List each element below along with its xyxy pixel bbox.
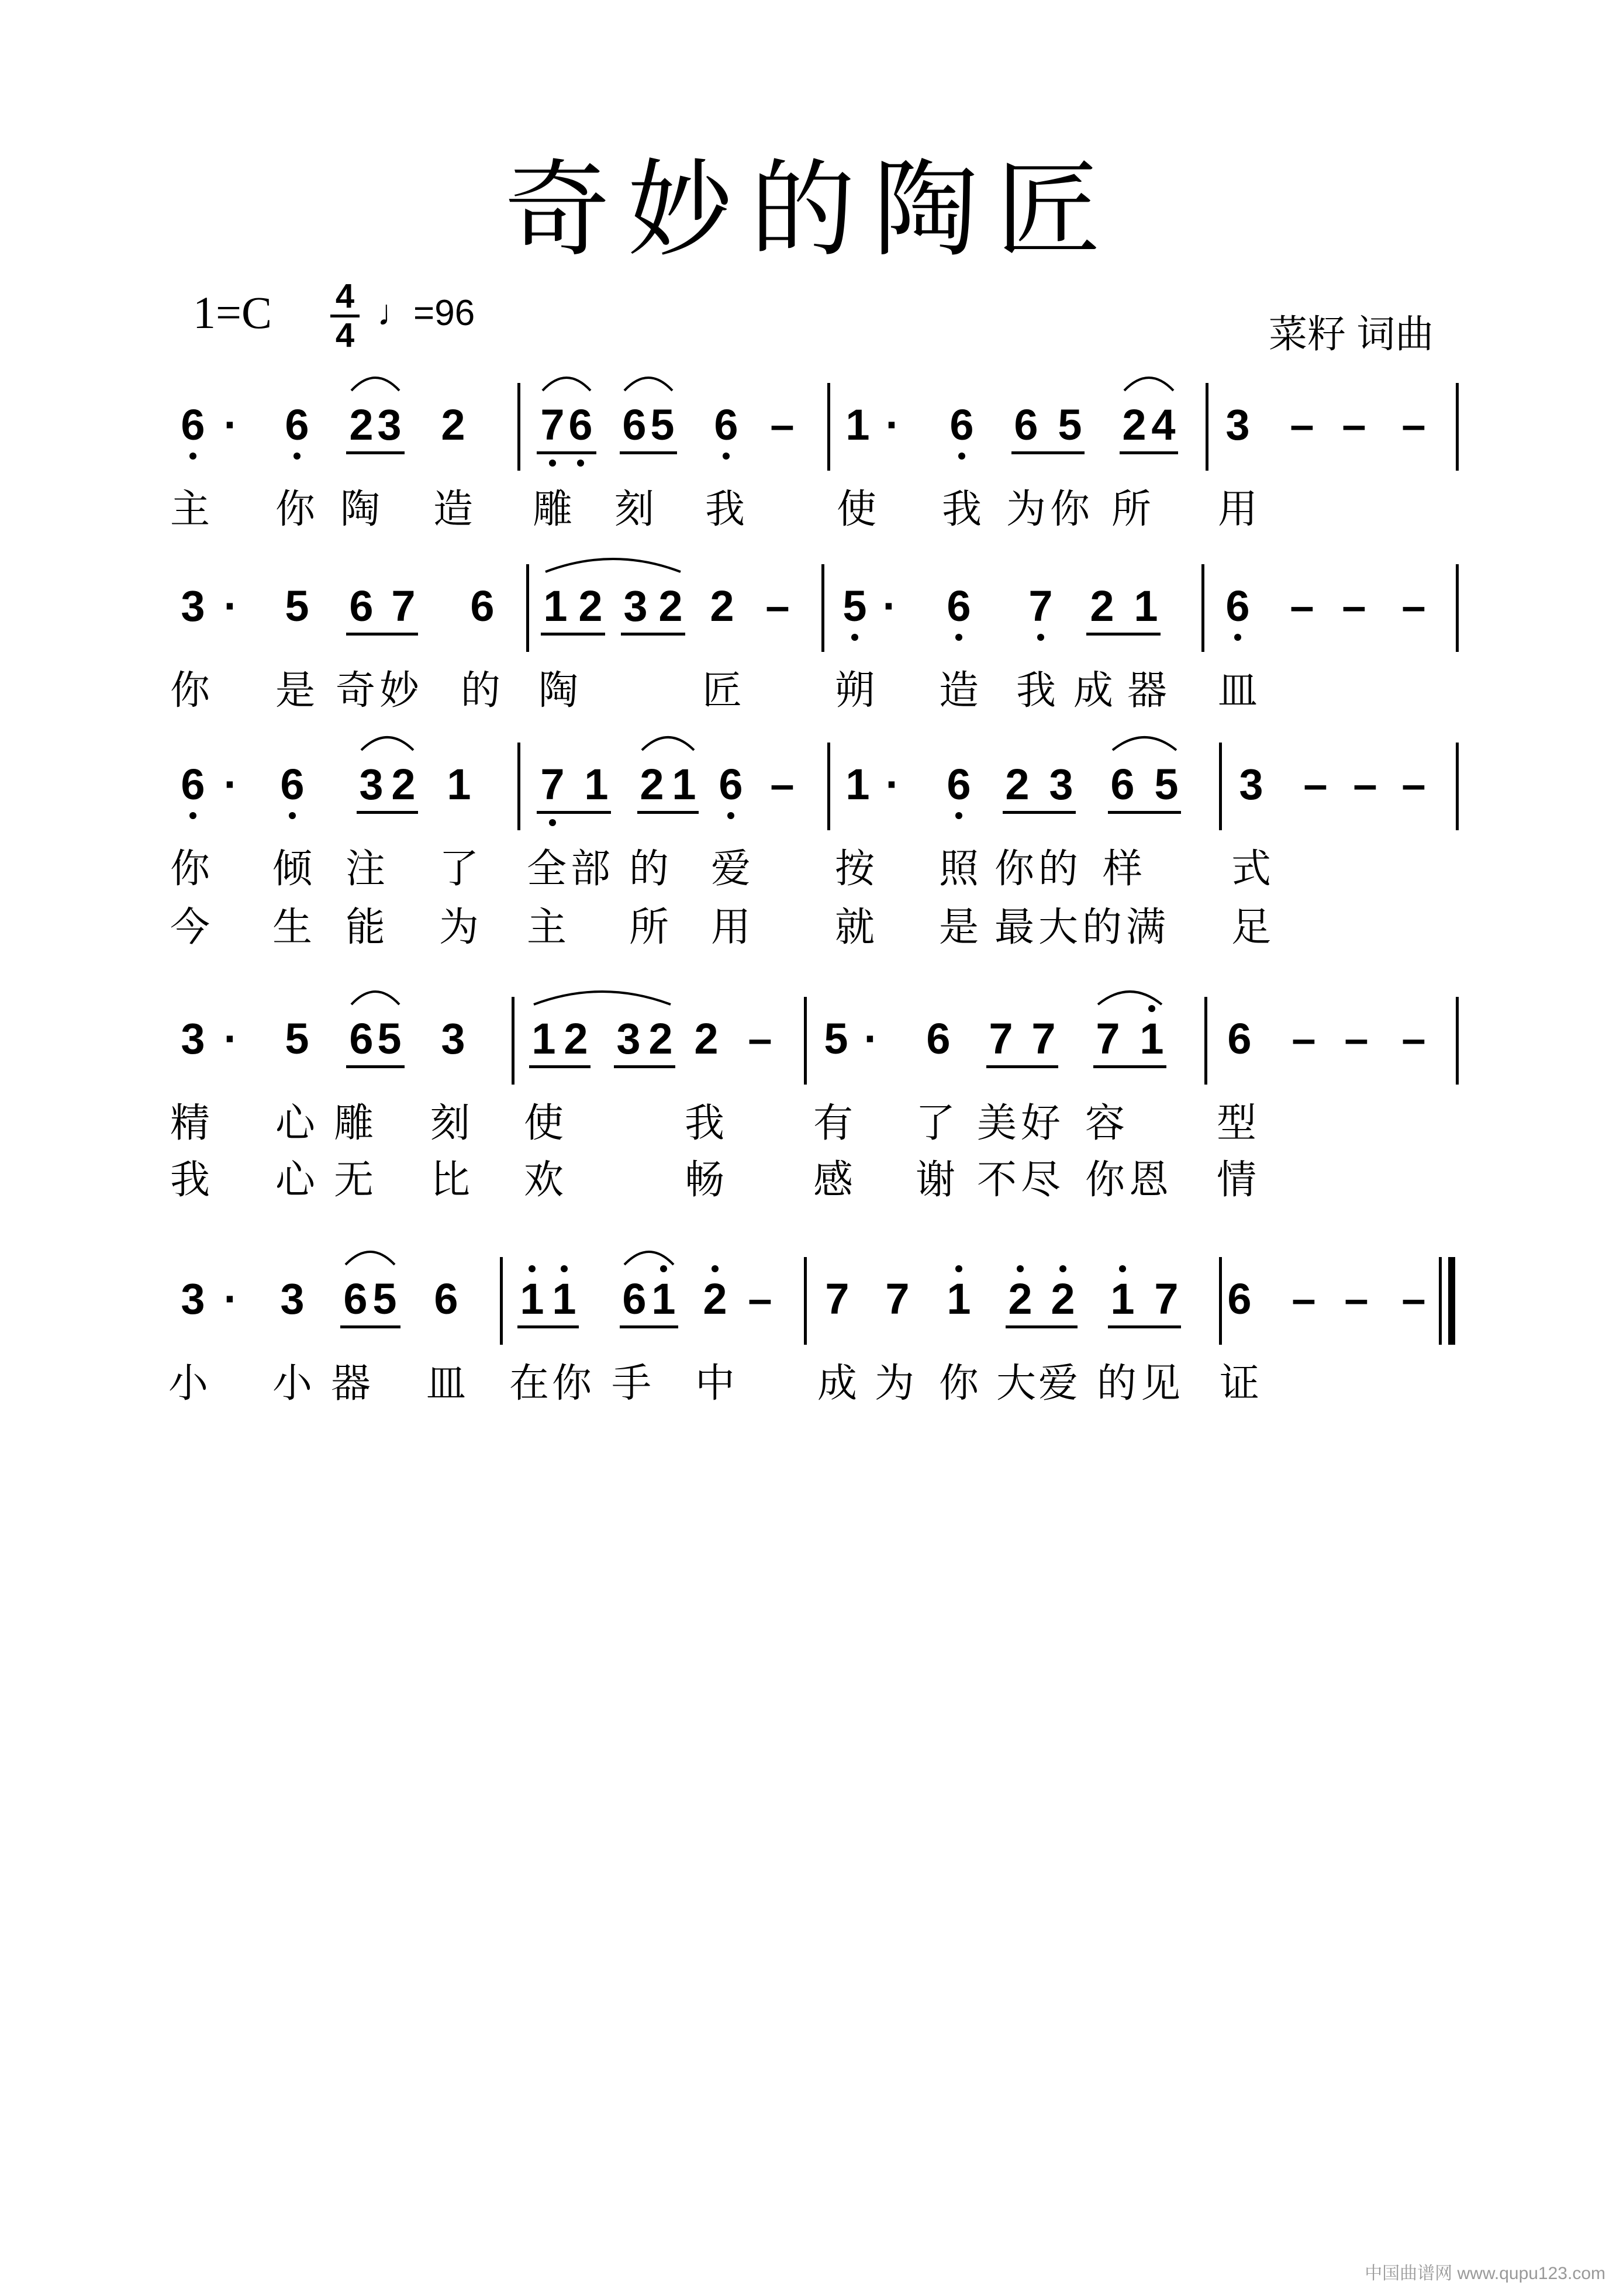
jianpu-note: 6: [1110, 760, 1135, 809]
lyric-char: 心: [275, 1158, 316, 1202]
jianpu-note: –: [1303, 760, 1328, 809]
lyric-char: 为: [438, 905, 479, 950]
octave-dot-low: [577, 460, 584, 467]
barline: [1456, 743, 1459, 830]
jianpu-note: –: [1401, 1275, 1426, 1323]
key-signature: 1=C: [193, 287, 272, 338]
lyric-char: 雕: [532, 487, 573, 531]
jianpu-note: 5: [372, 1275, 397, 1323]
beam-underline: [614, 1065, 675, 1068]
lyric-char: 中: [695, 1361, 735, 1406]
jianpu-note: ·: [882, 582, 897, 630]
lyric-char: 无: [333, 1158, 374, 1202]
jianpu-note: ·: [885, 400, 900, 449]
jianpu-note: ·: [864, 1014, 879, 1063]
octave-dot-low: [851, 634, 858, 641]
lyric-char: 式: [1231, 847, 1272, 891]
lyric-char: 手: [611, 1361, 652, 1406]
jianpu-note: 5: [1058, 400, 1082, 449]
jianpu-note: –: [748, 1275, 772, 1323]
lyric-char: 的: [1096, 1361, 1137, 1406]
lyric-char: 你: [275, 487, 316, 531]
octave-dot-high: [1119, 1265, 1126, 1272]
jianpu-note: 6: [947, 760, 971, 809]
jianpu-note: 2: [1051, 1275, 1075, 1323]
octave-dot-low: [189, 812, 196, 819]
lyric-char: 好: [1020, 1101, 1061, 1145]
barline: [1219, 1257, 1222, 1345]
beam-underline: [537, 451, 596, 454]
beam-underline: [620, 1325, 678, 1328]
jianpu-note: –: [1290, 400, 1314, 449]
slur-arc: [623, 1244, 675, 1267]
slur-arc: [623, 370, 674, 393]
jianpu-note: 2: [694, 1014, 719, 1063]
lyric-char: 所: [629, 905, 669, 950]
barline: [500, 1257, 503, 1345]
lyric-char: 用: [710, 905, 751, 950]
barline: [512, 997, 514, 1085]
octave-dot-low: [549, 819, 556, 826]
lyric-char: 的: [629, 847, 669, 891]
octave-dot-high: [955, 1265, 962, 1272]
jianpu-note: 6: [714, 400, 738, 449]
barline: [1456, 997, 1459, 1085]
lyric-char: 的: [1038, 847, 1079, 891]
jianpu-note: 2: [648, 1014, 673, 1063]
slur-arc: [541, 370, 592, 393]
lyric-char: 型: [1216, 1101, 1257, 1145]
octave-dot-high: [561, 1265, 568, 1272]
jianpu-note: 6: [470, 582, 495, 630]
lyric-char: 我: [1016, 668, 1056, 713]
lyric-char: 你: [170, 847, 210, 891]
lyric-char: 按: [834, 847, 875, 891]
slur-arc: [532, 983, 672, 1007]
jianpu-note: –: [770, 760, 795, 809]
jianpu-note: –: [1353, 760, 1377, 809]
beam-underline: [357, 811, 418, 814]
lyric-char: 尽: [1020, 1158, 1061, 1202]
beam-underline: [986, 1065, 1058, 1068]
jianpu-note: 5: [650, 400, 675, 449]
jianpu-note: 6: [1225, 582, 1250, 630]
jianpu-note: –: [1344, 1275, 1369, 1323]
lyric-char: 畅: [684, 1158, 725, 1202]
barline: [517, 743, 520, 830]
jianpu-note: 2: [710, 582, 734, 630]
jianpu-note: –: [1401, 1014, 1426, 1063]
jianpu-note: ·: [223, 760, 239, 809]
jianpu-note: 2: [640, 760, 664, 809]
jianpu-note: 3: [280, 1275, 305, 1323]
barline: [517, 383, 520, 471]
final-barline-thick: [1439, 1257, 1442, 1345]
jianpu-note: ·: [885, 760, 900, 809]
lyric-char: 足: [1231, 905, 1272, 950]
jianpu-note: 6: [285, 400, 309, 449]
barline: [1206, 383, 1208, 471]
lyric-char: 的: [1082, 905, 1123, 950]
lyric-char: 今: [170, 905, 210, 950]
jianpu-note: 6: [1014, 400, 1038, 449]
lyric-char: 能: [345, 905, 386, 950]
jianpu-note: 5: [285, 582, 309, 630]
jianpu-note: 6: [926, 1014, 951, 1063]
lyric-char: 心: [275, 1101, 316, 1145]
jianpu-note: 3: [441, 1014, 465, 1063]
jianpu-note: 7: [885, 1275, 910, 1323]
lyric-char: 为: [1006, 487, 1047, 531]
lyric-char: 你: [994, 847, 1035, 891]
octave-dot-low: [293, 453, 301, 460]
barline: [821, 564, 824, 652]
jianpu-note: 1: [672, 760, 696, 809]
beam-underline: [517, 1325, 579, 1328]
jianpu-note: 4: [1151, 400, 1176, 449]
beam-underline: [346, 1065, 405, 1068]
beam-underline: [621, 633, 685, 636]
lyric-char: 你: [170, 668, 210, 713]
jianpu-note: 6: [181, 760, 205, 809]
jianpu-note: 1: [947, 1275, 971, 1323]
jianpu-note: 5: [285, 1014, 309, 1063]
lyric-char: 成: [817, 1361, 858, 1406]
jianpu-note: 7: [825, 1275, 850, 1323]
octave-dot-low: [289, 812, 296, 819]
jianpu-note: –: [1342, 582, 1366, 630]
octave-dot-low: [1037, 634, 1044, 641]
final-barline-heavy: [1448, 1257, 1455, 1345]
jianpu-note: 1: [1134, 582, 1158, 630]
jianpu-note: 6: [622, 400, 647, 449]
tempo-marking: ♩=96: [377, 293, 475, 333]
jianpu-note: ·: [223, 582, 239, 630]
lyric-char: 满: [1125, 905, 1166, 950]
octave-dot-high: [712, 1265, 719, 1272]
jianpu-note: 1: [845, 400, 870, 449]
lyric-char: 情: [1216, 1158, 1257, 1202]
slur-arc: [1096, 983, 1163, 1007]
jianpu-note: 3: [616, 1014, 641, 1063]
jianpu-note: –: [1292, 1014, 1316, 1063]
lyric-char: 爱: [710, 847, 751, 891]
jianpu-note: 5: [377, 1014, 402, 1063]
jianpu-note: 6: [719, 760, 743, 809]
lyric-char: 造: [938, 668, 979, 713]
lyric-char: 恩: [1128, 1158, 1169, 1202]
lyric-char: 欢: [523, 1158, 564, 1202]
jianpu-note: 6: [568, 400, 593, 449]
slur-arc: [1111, 729, 1178, 752]
lyric-char: 了: [438, 847, 479, 891]
lyric-char: 我: [684, 1101, 725, 1145]
jianpu-note: 5: [824, 1014, 848, 1063]
beam-underline: [346, 451, 405, 454]
beam-underline: [1011, 451, 1085, 454]
lyric-char: 刻: [614, 487, 655, 531]
barline: [1204, 997, 1207, 1085]
octave-dot-low: [958, 453, 965, 460]
lyric-char: 在: [509, 1361, 550, 1406]
jianpu-note: 1: [531, 1014, 556, 1063]
jianpu-note: 3: [1239, 760, 1263, 809]
lyric-char: 陶: [340, 487, 381, 531]
jianpu-note: 2: [349, 400, 374, 449]
lyric-char: 了: [915, 1101, 956, 1145]
lyric-char: 你: [938, 1361, 979, 1406]
jianpu-note: 1: [1110, 1275, 1135, 1323]
jianpu-note: 6: [947, 582, 971, 630]
lyric-char: 比: [430, 1158, 471, 1202]
jianpu-note: 1: [845, 760, 870, 809]
jianpu-note: 6: [949, 400, 974, 449]
lyric-char: 器: [330, 1361, 371, 1406]
jianpu-note: 7: [1154, 1275, 1179, 1323]
beam-underline: [1108, 811, 1181, 814]
lyric-char: 你: [1049, 487, 1090, 531]
octave-dot-low: [723, 453, 730, 460]
jianpu-note: 3: [181, 1014, 205, 1063]
lyric-char: 匠: [702, 668, 743, 713]
jianpu-note: 7: [391, 582, 416, 630]
lyric-char: 皿: [426, 1361, 467, 1406]
lyric-char: 奇: [335, 668, 376, 713]
barline: [1456, 564, 1459, 652]
jianpu-note: 6: [622, 1275, 647, 1323]
lyric-char: 我: [705, 487, 745, 531]
jianpu-note: 7: [1028, 582, 1053, 630]
beam-underline: [1006, 1325, 1078, 1328]
barline: [1219, 743, 1222, 830]
lyric-char: 妙: [379, 668, 420, 713]
lyric-char: 容: [1085, 1101, 1125, 1145]
jianpu-note: 3: [377, 400, 402, 449]
jianpu-note: 2: [441, 400, 465, 449]
lyric-char: 感: [813, 1158, 854, 1202]
barline: [827, 743, 830, 830]
jianpu-note: 2: [658, 582, 683, 630]
jianpu-note: 1: [552, 1275, 576, 1323]
jianpu-note: 7: [989, 1014, 1013, 1063]
jianpu-note: 3: [1225, 400, 1250, 449]
lyric-char: 证: [1219, 1361, 1260, 1406]
octave-dot-low: [955, 812, 962, 819]
jianpu-note: 6: [349, 582, 374, 630]
lyric-char: 生: [272, 905, 313, 950]
lyric-char: 全: [526, 847, 567, 891]
jianpu-note: –: [770, 400, 795, 449]
beam-underline: [346, 633, 418, 636]
lyric-char: 你: [1085, 1158, 1125, 1202]
lyric-char: 主: [170, 487, 210, 531]
barline: [827, 383, 830, 471]
jianpu-note: 6: [181, 400, 205, 449]
beam-underline: [1108, 1325, 1181, 1328]
lyric-char: 有: [813, 1101, 854, 1145]
octave-dot-high: [529, 1265, 536, 1272]
jianpu-note: –: [748, 1014, 772, 1063]
slur-arc: [360, 729, 415, 752]
lyric-char: 使: [523, 1101, 564, 1145]
jianpu-note: 3: [359, 760, 384, 809]
lyric-char: 样: [1102, 847, 1143, 891]
jianpu-note: 2: [1005, 760, 1030, 809]
slur-arc: [544, 551, 682, 574]
octave-dot-low: [549, 460, 556, 467]
jianpu-note: 6: [434, 1275, 458, 1323]
jianpu-note: 7: [1096, 1014, 1120, 1063]
lyric-char: 小: [168, 1361, 209, 1406]
barline: [1456, 383, 1459, 471]
jianpu-note: 2: [564, 1014, 588, 1063]
beam-underline: [541, 633, 605, 636]
beam-underline: [537, 811, 611, 814]
beam-underline: [340, 1325, 400, 1328]
lyric-char: 注: [345, 847, 386, 891]
lyric-char: 照: [938, 847, 979, 891]
jianpu-note: 7: [1031, 1014, 1056, 1063]
barline: [804, 1257, 807, 1345]
lyric-char: 我: [170, 1158, 210, 1202]
lyric-char: 谢: [915, 1158, 956, 1202]
jianpu-note: 1: [543, 582, 568, 630]
beam-underline: [1120, 451, 1178, 454]
time-signature-top: 4: [335, 277, 355, 315]
jianpu-note: 1: [651, 1275, 676, 1323]
jianpu-note: 1: [584, 760, 609, 809]
lyric-char: 大: [1038, 905, 1079, 950]
jianpu-note: 7: [540, 400, 565, 449]
time-signature-bottom: 4: [335, 316, 355, 354]
lyric-char: 用: [1217, 487, 1258, 531]
jianpu-note: 6: [349, 1014, 374, 1063]
jianpu-note: –: [1401, 582, 1426, 630]
octave-dot-low: [189, 453, 196, 460]
jianpu-note: 2: [578, 582, 603, 630]
octave-dot-high: [1017, 1265, 1024, 1272]
lyric-char: 不: [976, 1158, 1017, 1202]
octave-dot-high: [1059, 1265, 1066, 1272]
lyric-char: 精: [170, 1101, 210, 1145]
jianpu-note: 2: [703, 1275, 727, 1323]
lyric-char: 为: [874, 1361, 915, 1406]
jianpu-note: –: [1342, 400, 1366, 449]
jianpu-note: ·: [223, 1014, 239, 1063]
author-credit: 菜籽 词曲: [1269, 312, 1434, 355]
beam-underline: [637, 811, 699, 814]
jianpu-note: 7: [540, 760, 565, 809]
jianpu-note: 6: [1227, 1014, 1252, 1063]
lyric-char: 部: [570, 847, 611, 891]
jianpu-note: 2: [1008, 1275, 1032, 1323]
jianpu-note: 1: [520, 1275, 544, 1323]
jianpu-note: 5: [1154, 760, 1179, 809]
slur-arc: [350, 370, 401, 393]
lyric-char: 爱: [1038, 1361, 1079, 1406]
jianpu-note: 3: [181, 582, 205, 630]
lyric-char: 最: [994, 905, 1035, 950]
jianpu-note: –: [1401, 760, 1426, 809]
beam-underline: [1086, 633, 1161, 636]
lyric-char: 造: [433, 487, 474, 531]
slur-arc: [344, 1244, 396, 1267]
slur-arc: [1123, 370, 1175, 393]
jianpu-note: 3: [1049, 760, 1073, 809]
lyric-char: 主: [526, 905, 567, 950]
beam-underline: [620, 451, 677, 454]
lyric-char: 陶: [538, 668, 579, 713]
barline: [804, 997, 807, 1085]
jianpu-note: ·: [223, 400, 239, 449]
beam-underline: [1003, 811, 1076, 814]
jianpu-note: –: [1344, 1014, 1369, 1063]
barline: [1201, 564, 1204, 652]
lyric-char: 我: [941, 487, 982, 531]
jianpu-note: 2: [391, 760, 416, 809]
page-title: 奇妙的陶匠: [504, 149, 1118, 271]
lyric-char: 雕: [333, 1101, 374, 1145]
lyric-char: 见: [1140, 1361, 1181, 1406]
jianpu-note: 2: [1122, 400, 1147, 449]
jianpu-note: 5: [842, 582, 867, 630]
lyric-char: 成: [1073, 668, 1114, 713]
octave-dot-low: [955, 634, 962, 641]
jianpu-note: –: [1292, 1275, 1316, 1323]
jianpu-note: –: [1401, 400, 1426, 449]
lyric-char: 皿: [1217, 668, 1258, 713]
jianpu-note: 6: [343, 1275, 368, 1323]
lyric-char: 刻: [430, 1101, 471, 1145]
jianpu-note: 2: [1090, 582, 1114, 630]
jianpu-note: 1: [1139, 1014, 1164, 1063]
barline: [526, 564, 529, 652]
beam-underline: [1093, 1065, 1166, 1068]
lyric-char: 使: [836, 487, 877, 531]
lyric-char: 倾: [272, 847, 313, 891]
lyric-char: 朔: [834, 668, 875, 713]
beam-underline: [529, 1065, 591, 1068]
lyric-char: 是: [275, 668, 316, 713]
lyric-char: 是: [938, 905, 979, 950]
lyric-char: 就: [834, 905, 875, 950]
jianpu-note: 6: [280, 760, 305, 809]
jianpu-note: 1: [447, 760, 471, 809]
lyric-char: 美: [976, 1101, 1017, 1145]
octave-dot-low: [727, 812, 734, 819]
lyric-char: 器: [1127, 668, 1168, 713]
octave-dot-low: [1234, 634, 1241, 641]
jianpu-note: 3: [181, 1275, 205, 1323]
lyric-char: 你: [551, 1361, 592, 1406]
slur-arc: [350, 983, 401, 1007]
jianpu-note: 3: [623, 582, 648, 630]
lyric-char: 小: [272, 1361, 313, 1406]
jianpu-note: –: [765, 582, 790, 630]
lyric-char: 的: [460, 668, 501, 713]
jianpu-note: ·: [223, 1275, 239, 1323]
watermark: 中国曲谱网 www.qupu123.com: [1365, 2264, 1605, 2283]
jianpu-note: 6: [1227, 1275, 1252, 1323]
lyric-char: 大: [996, 1361, 1037, 1406]
jianpu-note: –: [1290, 582, 1314, 630]
slur-arc: [640, 729, 696, 752]
lyric-char: 所: [1111, 487, 1152, 531]
